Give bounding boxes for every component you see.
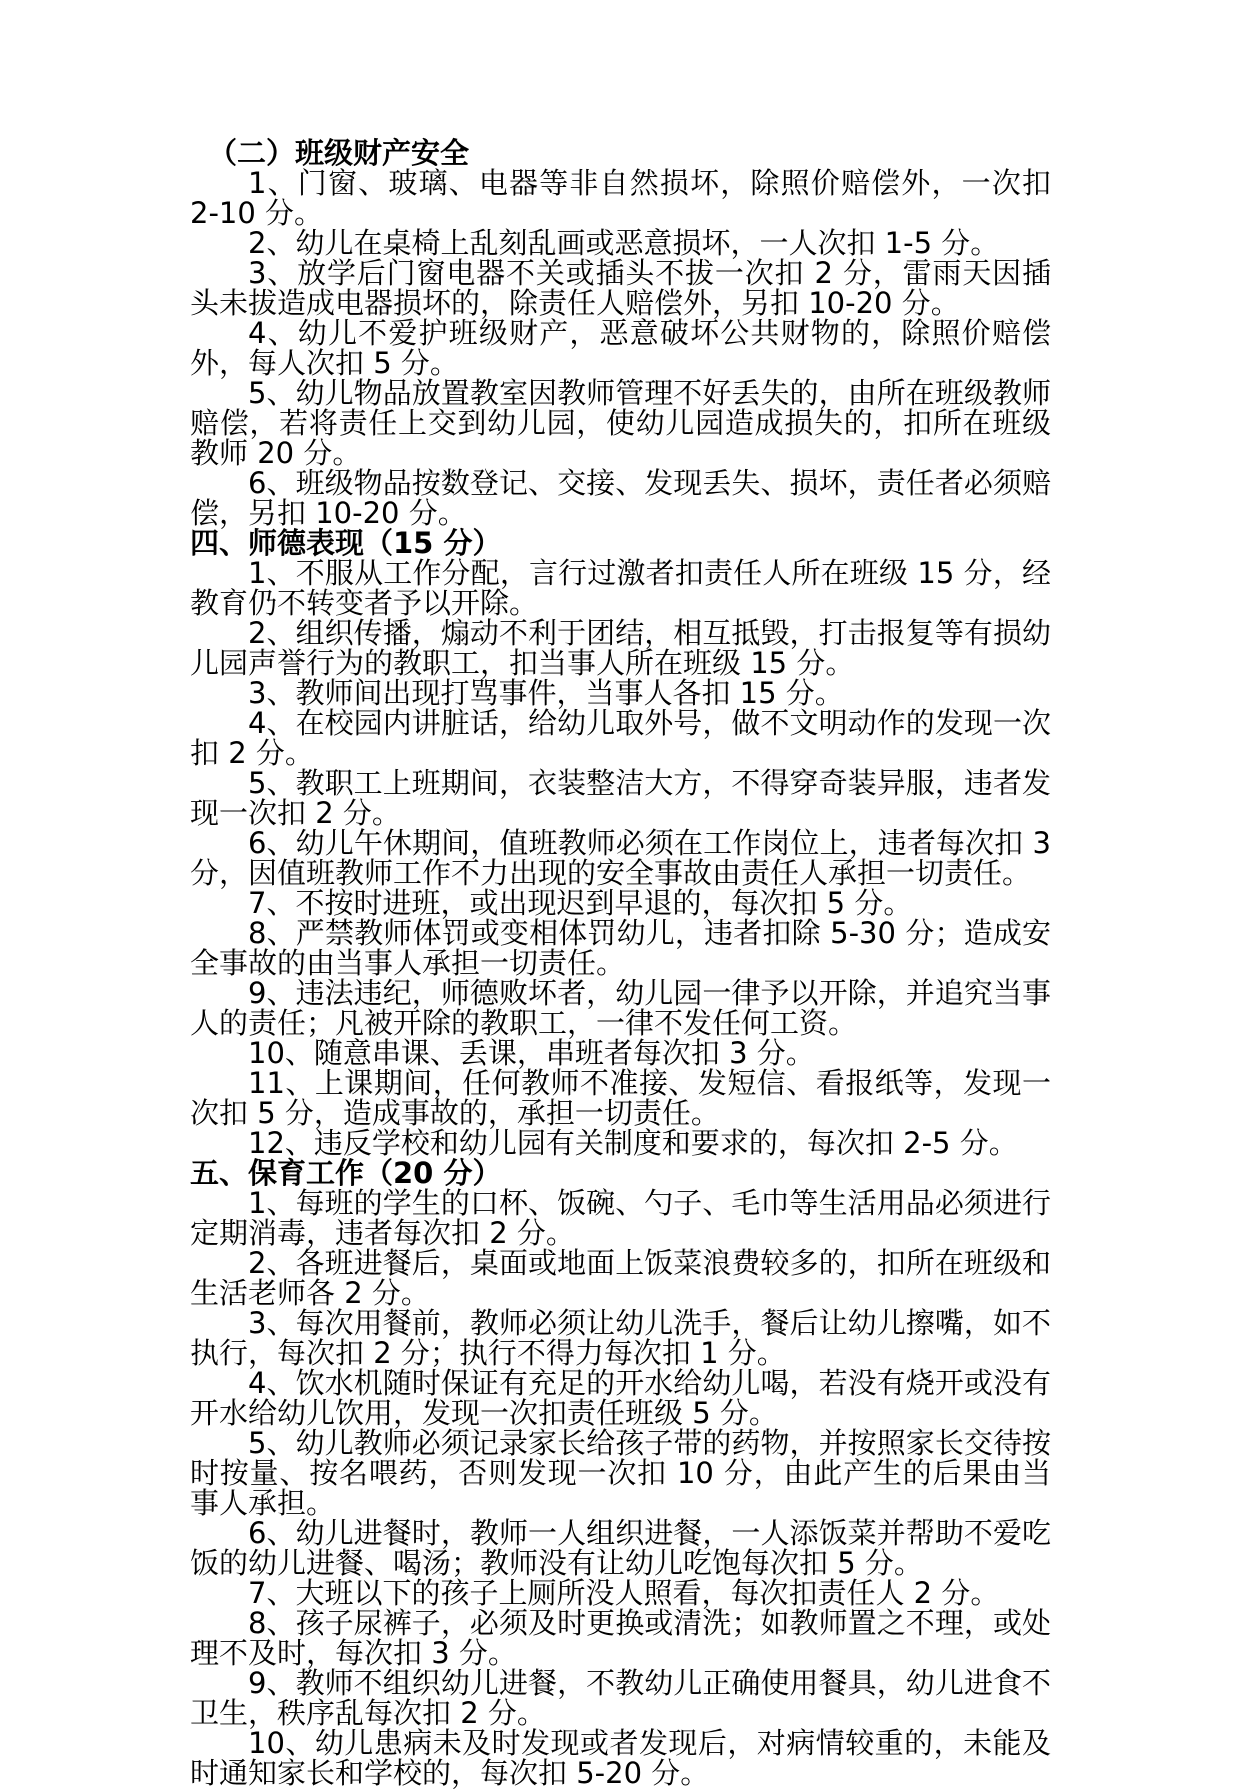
rule-item: 3、放学后门窗电器不关或插头不拔一次扣 2 分，雷雨天因插头未拔造成电器损坏的，除责任人赔偿外，另扣 10-20 分。 xyxy=(190,256,1051,320)
rule-item: 5、幼儿教师必须记录家长给孩子带的药物，并按照家长交待按时按量、按名喂药，否则发现一次扣 10 分，由此产生的后果由当事人承担。 xyxy=(190,1426,1051,1520)
rule-item: 2、组织传播，煽动不利于团结，相互抵毁，打击报复等有损幼儿园声誉行为的教职工，扣当事人所在班级 15 分。 xyxy=(190,616,1051,680)
rule-item: 2、幼儿在桌椅上乱刻乱画或恶意损坏，一人次扣 1-5 分。 xyxy=(248,226,1000,260)
rule-item: 1、不服从工作分配，言行过激者扣责任人所在班级 15 分，经教育仍不转变者予以开除。 xyxy=(190,556,1051,620)
rule-item: 5、幼儿物品放置教室因教师管理不好丢失的，由所在班级教师赔偿，若将责任上交到幼儿园，使幼儿园造成损失的，扣所在班级教师 20 分。 xyxy=(190,376,1051,470)
rule-item: 1、每班的学生的口杯、饭碗、勺子、毛巾等生活用品必须进行定期消毒，违者每次扣 2 分。 xyxy=(190,1186,1051,1250)
rule-item: 12、违反学校和幼儿园有关制度和要求的，每次扣 2-5 分。 xyxy=(248,1126,1018,1160)
section-heading: 五、保育工作（20 分） xyxy=(190,1156,502,1190)
rule-item: 7、大班以下的孩子上厕所没人照看，每次扣责任人 2 分。 xyxy=(248,1576,1000,1610)
rule-item: 2、各班进餐后，桌面或地面上饭菜浪费较多的，扣所在班级和生活老师各 2 分。 xyxy=(190,1246,1051,1310)
rule-item: 9、教师不组织幼儿进餐，不教幼儿正确使用餐具，幼儿进食不卫生，秩序乱每次扣 2 分。 xyxy=(190,1666,1051,1730)
rule-item: 6、班级物品按数登记、交接、发现丢失、损坏，责任者必须赔偿，另扣 10-20 分。 xyxy=(190,466,1051,530)
section-heading: 四、师德表现（15 分） xyxy=(190,526,502,560)
rule-item: 6、幼儿午休期间，值班教师必须在工作岗位上，违者每次扣 3 分，因值班教师工作不力出现的安全事故由责任人承担一切责任。 xyxy=(190,826,1051,890)
rule-item: 9、违法违纪，师德败坏者，幼儿园一律予以开除，并追究当事人的责任；凡被开除的教职工，一律不发任何工资。 xyxy=(190,976,1051,1040)
rule-item: 4、饮水机随时保证有充足的开水给幼儿喝，若没有烧开或没有开水给幼儿饮用，发现一次扣责任班级 5 分。 xyxy=(190,1366,1051,1430)
rule-item: 3、教师间出现打骂事件，当事人各扣 15 分。 xyxy=(248,676,844,710)
section-teacher-ethics xyxy=(190,528,1051,1158)
rule-item: 4、在校园内讲脏话，给幼儿取外号，做不文明动作的发现一次扣 2 分。 xyxy=(190,706,1051,770)
rule-item: 4、幼儿不爱护班级财产，恶意破坏公共财物的，除照价赔偿外，每人次扣 5 分。 xyxy=(190,316,1051,380)
rule-item: 5、教职工上班期间，衣装整洁大方，不得穿奇装异服，违者发现一次扣 2 分。 xyxy=(190,766,1051,830)
section-childcare-work xyxy=(190,1158,1051,1788)
rule-item: 10、随意串课、丢课，串班者每次扣 3 分。 xyxy=(248,1036,815,1070)
section-class-property-safety xyxy=(190,138,1051,528)
rule-item: 1、门窗、玻璃、电器等非自然损坏，除照价赔偿外，一次扣 2-10 分。 xyxy=(190,166,1051,230)
rule-item: 8、孩子尿裤子，必须及时更换或清洗；如教师置之不理，或处理不及时，每次扣 3 分。 xyxy=(190,1606,1051,1670)
rule-item: 7、不按时进班，或出现迟到早退的，每次扣 5 分。 xyxy=(248,886,913,920)
section-heading: （二）班级财产安全 xyxy=(208,136,470,170)
rule-item: 8、严禁教师体罚或变相体罚幼儿，违者扣除 5-30 分；造成安全事故的由当事人承担一切责任。 xyxy=(190,916,1051,980)
rule-item: 6、幼儿进餐时，教师一人组织进餐，一人添饭菜并帮助不爱吃饭的幼儿进餐、喝汤；教师没有让幼儿吃饱每次扣 5 分。 xyxy=(190,1516,1051,1580)
rule-item: 11、上课期间，任何教师不准接、发短信、看报纸等，发现一次扣 5 分，造成事故的，承担一切责任。 xyxy=(190,1066,1051,1130)
rule-item: 10、幼儿患病未及时发现或者发现后，对病情较重的，未能及时通知家长和学校的，每次扣 5-20 分。 xyxy=(190,1726,1051,1790)
rule-item: 3、每次用餐前，教师必须让幼儿洗手，餐后让幼儿擦嘴，如不执行，每次扣 2 分；执行不得力每次扣 1 分。 xyxy=(190,1306,1051,1370)
